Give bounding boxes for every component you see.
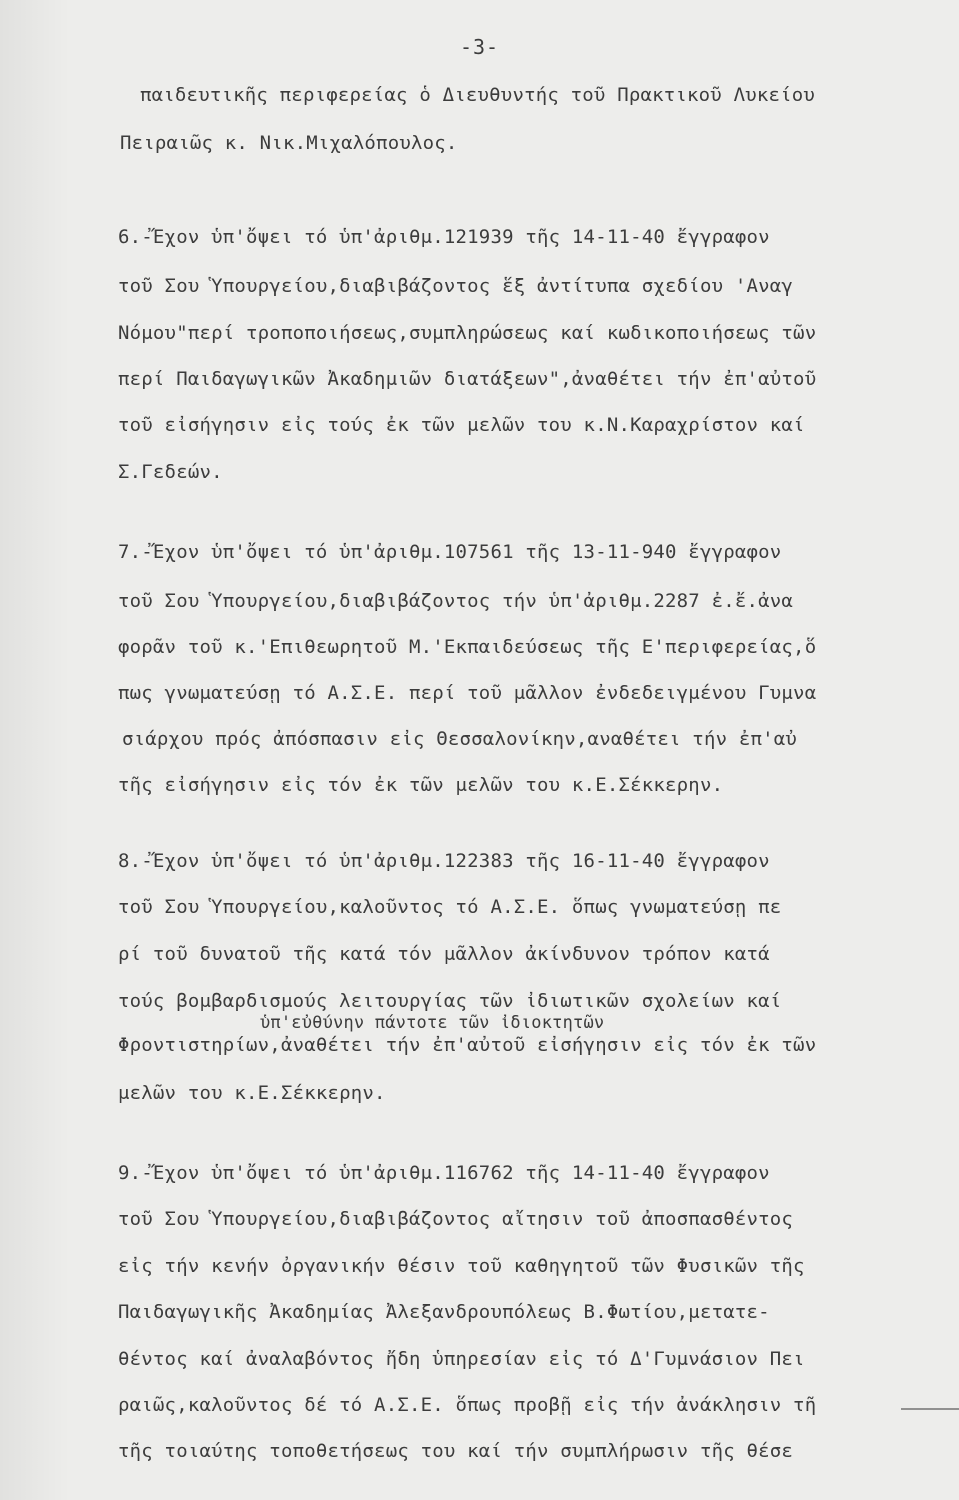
text-line: τοῦ Σου Ὑπουργείου,καλοῦντος τό Α.Σ.Ε. ὅπως γνωματεύσῃ πε [118,896,782,918]
margin-rule [901,1408,959,1410]
text-line: τοῦ εἰσήγησιν εἰς τούς ἐκ τῶν μελῶν του κ.Ν.Καραχρίστον καί [118,414,805,436]
text-line: Σ.Γεδεών. [118,461,223,483]
paragraph-9-first-line: 9.-Ἔχον ὑπ'ὄψει τό ὑπ'ἀριθμ.116762 τῆς 14-11-40 ἔγγραφον [118,1162,770,1184]
text-line: τῆς τοιαύτης τοποθετήσεως του καί τήν συμπλήρωσιν τῆς θέσε [118,1440,794,1462]
text-line: ρί τοῦ δυνατοῦ τῆς κατά τόν μᾶλλον ἀκίνδυνον τρόπον κατά [118,943,770,965]
text-line: Φροντιστηρίων,ἀναθέτει τήν ἐπ'αὐτοῦ εἰσήγησιν εἰς τόν ἐκ τῶν [118,1034,817,1056]
text-line: τοῦ Σου Ὑπουργείου,διαβιβάζοντος τήν ὑπ'ἀριθμ.2287 ἐ.ἔ.ἀνα [118,590,794,612]
text-line: μελῶν του κ.Ε.Σέκκερην. [118,1082,386,1104]
paragraph-7-first-line: 7.-Ἔχον ὑπ'ὄψει τό ὑπ'ἀριθμ.107561 τῆς 13-11-940 ἔγγραφον [118,541,782,563]
text-line: ὑπ'εὐθύνην πάντοτε τῶν ἰδιοκτητῶν [260,1013,605,1033]
text-line: τοῦ Σου Ὑπουργείου,διαβιβάζοντος αἴτησιν τοῦ ἀποσπασθέντος [118,1208,794,1230]
text-line: πως γνωματεύσῃ τό Α.Σ.Ε. περί τοῦ μᾶλλον ἐνδεδειγμένου Γυμνα [118,682,817,704]
text-line: Νόμου"περί τροποποιήσεως,συμπληρώσεως καί κωδικοποιήσεως τῶν [118,322,817,344]
text-line: θέντος καί ἀναλαβόντος ἤδη ὑπηρεσίαν εἰς τό Δ'Γυμνάσιον Πει [118,1348,805,1370]
text-line: ραιῶς,καλοῦντος δέ τό Α.Σ.Ε. ὅπως προβῇ εἰς τήν ἀνάκλησιν τῆ [118,1394,817,1416]
text-line: περί Παιδαγωγικῶν Ἀκαδημιῶν διατάξεων",ἀναθέτει τήν ἐπ'αὐτοῦ [118,368,817,390]
page-number: -3- [459,35,500,59]
text-line: παιδευτικῆς περιφερείας ὁ Διευθυντής τοῦ Πρακτικοῦ Λυκείου [140,84,816,106]
text-line: τῆς εἰσήγησιν εἰς τόν ἐκ τῶν μελῶν του κ.Ε.Σέκκερην. [118,774,724,796]
paragraph-8-first-line: 8.-Ἔχον ὑπ'ὄψει τό ὑπ'ἀριθμ.122383 τῆς 16-11-40 ἔγγραφον [118,850,770,872]
text-line: Παιδαγωγικῆς Ἀκαδημίας Ἀλεξανδρουπόλεως Β.Φωτίου,μετατε- [118,1301,770,1323]
text-line: φορᾶν τοῦ κ.'Επιθεωρητοῦ Μ.'Εκπαιδεύσεως τῆς Ε'περιφερείας,ὅ [118,636,817,658]
text-line: σιάρχου πρός ἀπόσπασιν εἰς Θεσσαλονίκην,αναθέτει τήν ἐπ'αὐ [122,728,798,750]
text-line: εἰς τήν κενήν ὀργανικήν θέσιν τοῦ καθηγητοῦ τῶν Φυσικῶν τῆς [118,1255,805,1277]
text-line: Πειραιῶς κ. Νικ.Μιχαλόπουλος. [120,132,458,154]
paragraph-6-first-line: 6.-Ἔχον ὑπ'ὄψει τό ὑπ'ἀριθμ.121939 τῆς 14-11-40 ἔγγραφον [118,226,770,248]
text-line: τούς βομβαρδισμούς λειτουργίας τῶν ἰδιωτικῶν σχολείων καί [118,990,782,1012]
text-line: τοῦ Σου Ὑπουργείου,διαβιβάζοντος ἕξ ἀντίτυπα σχεδίου 'Αναγ [118,275,794,297]
